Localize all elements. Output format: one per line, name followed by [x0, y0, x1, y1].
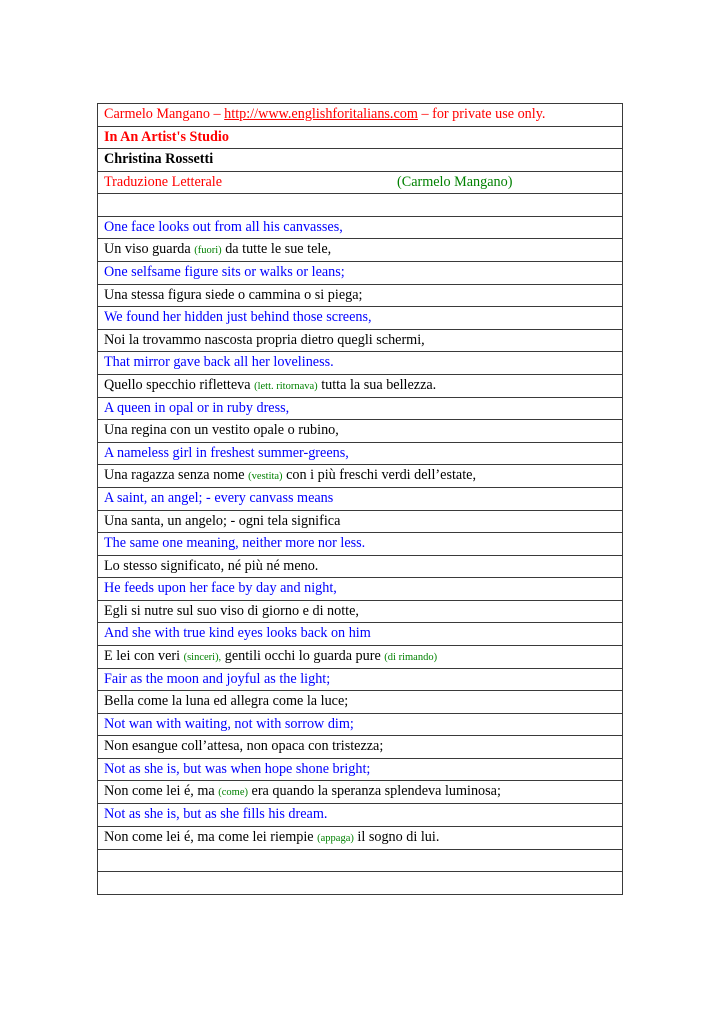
line-text: Una regina con un vestito opale o rubino, — [104, 422, 339, 439]
english-line-row — [98, 804, 623, 827]
english-line — [98, 397, 623, 420]
line-text: tutta la sua bellezza. — [317, 376, 437, 393]
italian-line — [98, 691, 623, 714]
line-text: Not wan with waiting, not with sorrow dim; — [104, 715, 354, 732]
line-text: Non come lei é, ma come lei riempie — [104, 828, 318, 845]
line-text: Una ragazza senza nome — [104, 467, 249, 483]
english-line-row — [98, 488, 623, 511]
poem-title: In An Artist's Studio — [98, 126, 623, 149]
english-line — [98, 488, 623, 511]
italian-line — [98, 329, 623, 352]
line-text: A saint, an angel; - every canvass means — [104, 490, 334, 507]
english-line — [98, 713, 623, 736]
italian-line — [98, 555, 623, 578]
translation-label: Traduzione Letterale — [104, 173, 223, 190]
italian-line — [98, 736, 623, 759]
header-prefix: Carmelo Mangano – — [104, 106, 225, 123]
line-text: Egli si nutre sul suo viso di giorno e di notte, — [104, 602, 359, 619]
line-text: The same one meaning, neither more nor less. — [104, 535, 366, 552]
header-row — [98, 104, 623, 127]
line-text: era quando la speranza splendeva luminosa; — [247, 783, 501, 799]
italian-line-row — [98, 510, 623, 533]
italian-line — [98, 510, 623, 533]
line-text: gentili occhi lo guarda pure — [221, 647, 385, 664]
translation-note: (come) — [218, 787, 248, 798]
italian-line — [98, 374, 623, 397]
english-line — [98, 262, 623, 285]
translation-note: (vestita) — [248, 471, 283, 482]
english-line — [98, 623, 623, 646]
line-text: Bella come la luna ed allegra come la luce; — [104, 693, 349, 710]
english-line — [98, 804, 623, 827]
translation-note: (sinceri), — [183, 651, 222, 663]
line-text: That mirror gave back all her loveliness. — [104, 354, 334, 371]
translator-name: (Carmelo Mangano) — [397, 173, 513, 190]
empty-cell — [98, 849, 623, 872]
english-line-row — [98, 623, 623, 646]
website-link[interactable]: http://www.englishforitalians.com — [224, 106, 418, 123]
italian-line-row — [98, 600, 623, 623]
translation-note: (di rimando) — [384, 651, 438, 663]
italian-line-row — [98, 781, 623, 804]
english-line-row — [98, 262, 623, 285]
line-text: con i più freschi verdi dell’estate, — [282, 467, 476, 483]
italian-line — [98, 239, 623, 262]
empty-row — [98, 849, 623, 872]
english-line-row — [98, 713, 623, 736]
empty-row — [98, 872, 623, 895]
english-line-row — [98, 578, 623, 601]
line-text: He feeds upon her face by day and night, — [104, 580, 337, 597]
italian-line-row — [98, 826, 623, 849]
italian-line-row — [98, 555, 623, 578]
translation-table — [97, 103, 623, 895]
english-line — [98, 578, 623, 601]
english-line-row — [98, 668, 623, 691]
english-line — [98, 216, 623, 239]
italian-line — [98, 645, 623, 668]
line-text: Non come lei é, ma — [104, 783, 219, 799]
line-text: Una santa, un angelo; - ogni tela significa — [104, 512, 341, 529]
italian-line-row — [98, 420, 623, 443]
italian-line — [98, 600, 623, 623]
line-text: A nameless girl in freshest summer-greens, — [104, 444, 349, 461]
translation-note: (fuori) — [194, 245, 222, 256]
empty-cell — [98, 194, 623, 217]
translation-note: (lett. ritornava) — [254, 380, 318, 392]
line-text: E lei con veri — [104, 647, 184, 664]
poet-row — [98, 149, 623, 172]
english-line-row — [98, 397, 623, 420]
english-line — [98, 352, 623, 375]
italian-line — [98, 284, 623, 307]
italian-line-row — [98, 465, 623, 488]
italian-line — [98, 826, 623, 849]
translation-note: (appaga) — [317, 832, 354, 844]
italian-line — [98, 465, 623, 488]
italian-line-row — [98, 284, 623, 307]
line-text: da tutte le sue tele, — [221, 241, 332, 257]
line-text: Non esangue coll’attesa, non opaca con tristezza; — [104, 738, 384, 755]
english-line-row — [98, 352, 623, 375]
english-line — [98, 307, 623, 330]
english-line-row — [98, 216, 623, 239]
line-text: And she with true kind eyes looks back on him — [104, 625, 371, 642]
line-text: Fair as the moon and joyful as the light; — [104, 670, 331, 687]
italian-line-row — [98, 239, 623, 262]
translation-info-row — [98, 171, 623, 194]
header-suffix: – for private use only. — [417, 106, 546, 123]
line-text: Quello specchio rifletteva — [104, 376, 255, 393]
line-text: We found her hidden just behind those screens, — [104, 309, 372, 326]
empty-cell — [98, 872, 623, 895]
italian-line-row — [98, 374, 623, 397]
italian-line-row — [98, 691, 623, 714]
english-line-row — [98, 758, 623, 781]
line-text: Una stessa figura siede o cammina o si piega; — [104, 286, 363, 303]
english-line — [98, 533, 623, 556]
line-text: One selfsame figure sits or walks or leans; — [104, 264, 345, 281]
title-row — [98, 126, 623, 149]
english-line — [98, 442, 623, 465]
english-line-row — [98, 307, 623, 330]
italian-line — [98, 420, 623, 443]
poet-name: Christina Rossetti — [98, 149, 623, 172]
english-line-row — [98, 533, 623, 556]
line-text: One face looks out from all his canvasses, — [104, 218, 343, 235]
line-text: A queen in opal or in ruby dress, — [104, 399, 290, 416]
empty-row — [98, 194, 623, 217]
english-line — [98, 668, 623, 691]
line-text: Not as she is, but was when hope shone bright; — [104, 760, 371, 777]
line-text: Lo stesso significato, né più né meno. — [104, 557, 319, 574]
line-text: Not as she is, but as she fills his dream. — [104, 806, 328, 823]
line-text: Un viso guarda — [104, 241, 195, 257]
italian-line-row — [98, 645, 623, 668]
line-text: il sogno di lui. — [353, 828, 440, 845]
italian-line-row — [98, 329, 623, 352]
english-line — [98, 758, 623, 781]
italian-line — [98, 781, 623, 804]
translation-info-cell — [98, 171, 623, 194]
italian-line-row — [98, 736, 623, 759]
header-cell — [98, 104, 623, 127]
line-text: Noi la trovammo nascosta propria dietro quegli schermi, — [104, 331, 425, 348]
english-line-row — [98, 442, 623, 465]
